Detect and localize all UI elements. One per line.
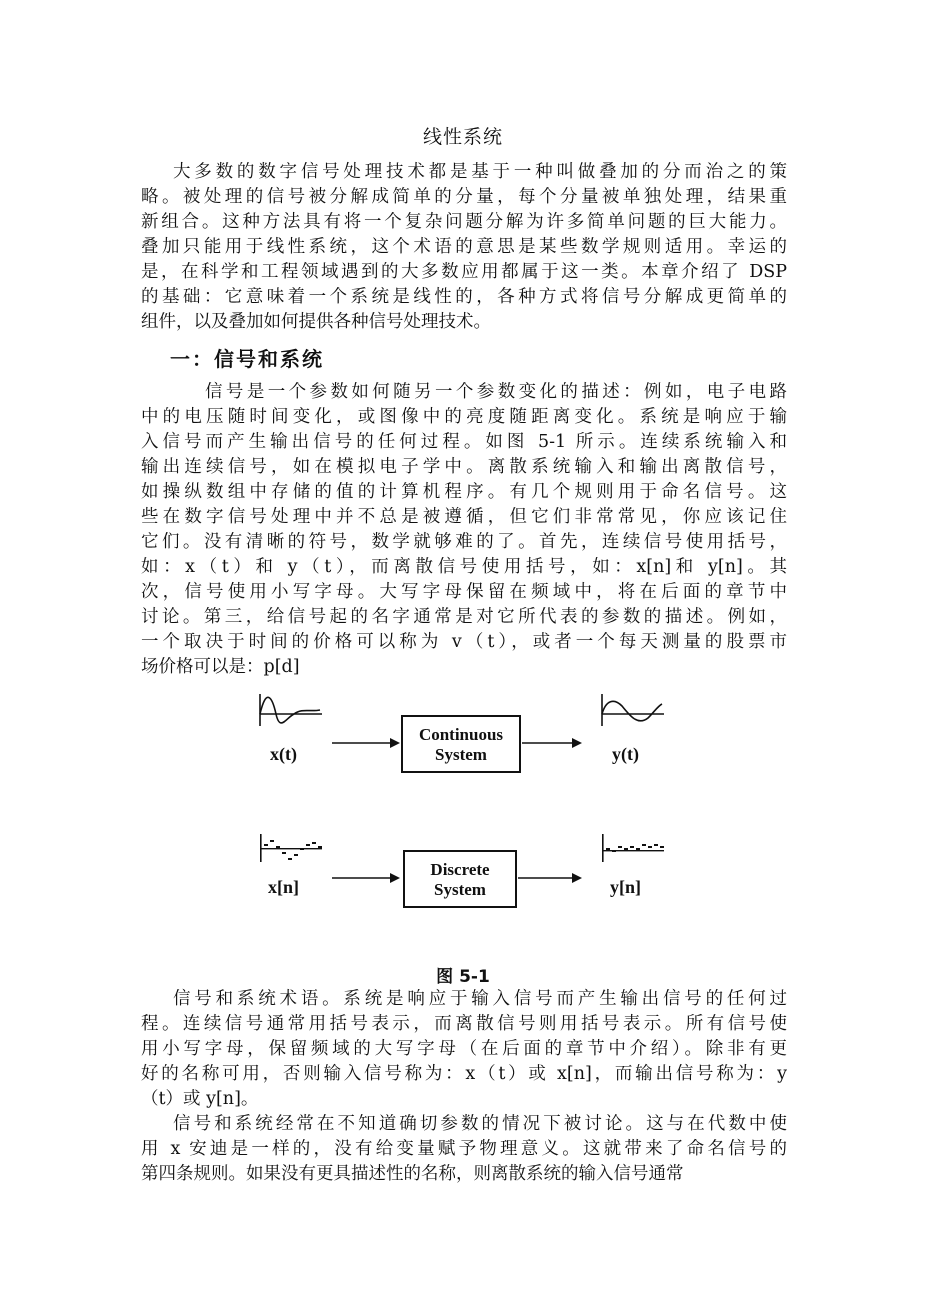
text-line: 新组合。这种方法具有将一个复杂问题分解为许多简单问题的巨大能力。: [141, 212, 787, 232]
caption-paragraph: [141, 987, 787, 1112]
section-paragraph: [141, 380, 787, 680]
text-line: 场价格可以是：p[d]: [141, 657, 300, 677]
continuous-box-line1: Continuous: [418, 725, 504, 744]
text-line: 它们。没有清晰的符号，数学就够难的了。首先，连续信号使用括号，: [141, 532, 787, 552]
arrow-head-icon: [390, 873, 400, 883]
continuous-box-line2: System: [435, 745, 487, 764]
text-line: 信号是一个参数如何随另一个参数变化的描述：例如，电子电路: [205, 382, 787, 402]
text-line: 次，信号使用小写字母。大写字母保留在频域中，将在后面的章节中: [141, 582, 787, 602]
discrete-input-label: x[n]: [268, 877, 299, 897]
continuous-input-signal-icon: [260, 694, 322, 726]
continuous-input-label: x(t): [270, 744, 297, 764]
continuous-output-signal-icon: [602, 694, 664, 726]
text-line: 讨论。第三，给信号起的名字通常是对它所代表的参数的描述。例如，: [141, 607, 787, 627]
text-line: 好的名称可用，否则输入信号称为：x（t）或 x[n]，而输出信号称为：y: [141, 1064, 787, 1084]
continuous-output-label: y(t): [612, 744, 639, 764]
text-line: 入信号而产生输出信号的任何过程。如图 5-1 所示。连续系统输入和: [141, 432, 787, 452]
discrete-output-label: y[n]: [610, 877, 641, 897]
text-line: 些在数字信号处理中并不总是被遵循，但它们非常常见，你应该记住: [141, 507, 787, 527]
text-line: 第四条规则。如果没有更具描述性的名称，则离散系统的输入信号通常: [141, 1164, 684, 1184]
text-line: 用 x 安迪是一样的，没有给变量赋予物理意义。这就带来了命名信号的: [141, 1139, 787, 1159]
text-line: 大多数的数字信号处理技术都是基于一种叫做叠加的分而治之的策: [173, 162, 787, 182]
text-line: 如操纵数组中存储的值的计算机程序。有几个规则用于命名信号。这: [141, 482, 787, 502]
text-line: 用小写字母，保留频域的大写字母（在后面的章节中介绍）。除非有更: [141, 1039, 787, 1059]
discrete-box-line2: System: [434, 880, 486, 899]
figure-5-1: [250, 688, 680, 928]
text-line: 信号和系统经常在不知道确切参数的情况下被讨论。这与在代数中使: [173, 1114, 787, 1134]
text-line: 输出连续信号，如在模拟电子学中。离散系统输入和输出离散信号，: [141, 457, 787, 477]
discrete-output-signal-icon: [602, 834, 664, 862]
figure-caption: 图 5-1: [436, 967, 490, 987]
last-paragraph: [141, 1112, 787, 1187]
text-line: （t）或 y[n]。: [141, 1089, 259, 1109]
text-line: 略。被处理的信号被分解成简单的分量，每个分量被单独处理，结果重: [141, 187, 787, 207]
intro-paragraph: [141, 160, 787, 335]
discrete-input-signal-icon: [260, 834, 322, 862]
discrete-box-line1: Discrete: [430, 860, 490, 879]
arrow-head-icon: [390, 738, 400, 748]
text-line: 的基础：它意味着一个系统是线性的，各种方式将信号分解成更简单的: [141, 287, 787, 307]
text-line: 信号和系统术语。系统是响应于输入信号而产生输出信号的任何过: [173, 989, 787, 1009]
text-line: 是，在科学和工程领域遇到的大多数应用都属于这一类。本章介绍了 DSP: [141, 262, 787, 282]
text-line: 叠加只能用于线性系统，这个术语的意思是某些数学规则适用。幸运的: [141, 237, 787, 257]
arrow-head-icon: [572, 873, 582, 883]
text-line: 一个取决于时间的价格可以称为 v（t），或者一个每天测量的股票市: [141, 632, 787, 652]
page-title: 线性系统: [422, 126, 503, 148]
text-line: 组件，以及叠加如何提供各种信号处理技术。: [141, 312, 491, 332]
text-line: 程。连续信号通常用括号表示，而离散信号则用括号表示。所有信号使: [141, 1014, 787, 1034]
text-line: 中的电压随时间变化，或图像中的亮度随距离变化。系统是响应于输: [141, 407, 787, 427]
text-line: 如：x（t）和 y（t），而离散信号使用括号，如：x[n]和 y[n]。其: [141, 557, 787, 577]
arrow-head-icon: [572, 738, 582, 748]
section-heading: 一：信号和系统: [170, 347, 324, 371]
